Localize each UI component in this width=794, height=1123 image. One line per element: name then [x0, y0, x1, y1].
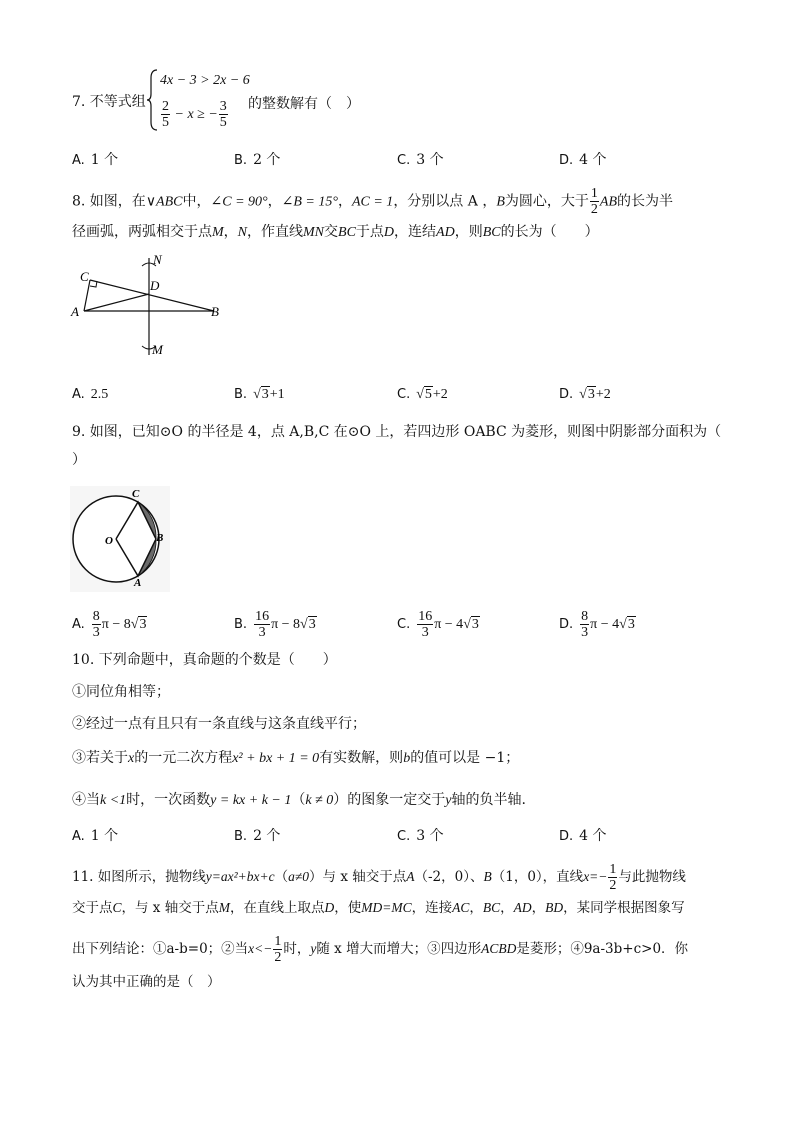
q9-option-c[interactable]: C. $\frac{16}{3}$ π − 4√3 — [397, 608, 479, 640]
q7-frac-a: $\frac{2}{5}$ — [162, 98, 169, 130]
q7-option-d[interactable]: D. 4 个 — [559, 152, 607, 168]
q8-option-b[interactable]: B. √3+1 — [234, 387, 285, 402]
q8-figure — [68, 250, 238, 365]
q8-line2: 径画弧，两弧相交于点M，N，作直线MN交BC于点D，连结AD，则BC的长为（ ） — [72, 224, 599, 240]
q8-option-c[interactable]: C. √5+2 — [397, 387, 448, 402]
q8-label-n: N — [153, 252, 162, 267]
q10-option-c[interactable]: C. 3 个 — [397, 828, 444, 844]
q10-option-a[interactable]: A. 1 个 — [72, 828, 119, 844]
q8-label-c: C — [80, 269, 89, 284]
q9-option-b[interactable]: B. $\frac{16}{3}$ π − 8√3 — [234, 608, 316, 640]
q9-option-d[interactable]: D. $\frac{8}{3}$ π − 4√3 — [559, 608, 635, 640]
q7-prefix: 7. 不等式组 — [72, 94, 146, 110]
q8-half: $\frac{1}{2}$ — [590, 186, 598, 217]
q10-statement-2: ②经过一点有且只有一条直线与这条直线平行； — [72, 716, 366, 732]
q8-option-a[interactable]: A. 2.5 — [72, 387, 109, 402]
q8-options — [72, 384, 732, 406]
q7-option-b[interactable]: B. 2 个 — [234, 152, 281, 168]
q9-figure — [70, 486, 170, 592]
q9-options — [72, 608, 732, 642]
q10-stem: 10. 下列命题中，真命题的个数是（ ） — [72, 652, 337, 668]
q11-line3: 出下列结论：①a-b=0；②当x<− $\frac{1}{2}$ 时，y随 x 增大而增大；③四边形ACBD是菱形；④9a-3b+c>0．你 — [72, 934, 689, 965]
q10-options — [72, 826, 732, 848]
q10-option-d[interactable]: D. 4 个 — [559, 828, 607, 844]
q7-suffix: 的整数解有（ ） — [248, 96, 360, 112]
q9-label-c: C — [132, 488, 140, 500]
q10-option-b[interactable]: B. 2 个 — [234, 828, 281, 844]
q7-options — [72, 150, 732, 172]
q7-ineq1: 4x − 3 > 2x − 6 — [160, 73, 250, 88]
q8-label-b: B — [211, 304, 219, 319]
q9-label-o: O — [105, 535, 113, 547]
q10-statement-3: ③若关于x的一元二次方程x² + bx + 1 = 0有实数解，则b的值可以是 −1； — [72, 750, 520, 766]
q7-brace — [146, 68, 160, 132]
q11-line4: 认为其中正确的是（ ） — [72, 974, 221, 990]
q8-label-d: D — [150, 278, 160, 293]
q8-label-m: M — [152, 342, 163, 357]
q7-ineq2: $\frac{2}{5}$ − x ≥ − $\frac{3}{5}$ — [162, 98, 227, 130]
q7-frac-b: $\frac{3}{5}$ — [219, 98, 227, 130]
q9-line2: ） — [72, 452, 86, 468]
q11-line1: 11. 如图所示，抛物线y=ax²+bx+c（a≠0）与 x 轴交于点A（-2，0）、B（1，0），直线x=− $\frac{1}{2}$ 与此抛物线 — [72, 862, 686, 893]
q9-option-a[interactable]: A. $\frac{8}{3}$ π − 8√3 — [72, 608, 147, 640]
q10-statement-1: ①同位角相等； — [72, 684, 170, 700]
q7-option-c[interactable]: C. 3 个 — [397, 152, 444, 168]
q9-line1: 9. 如图，已知⊙O 的半径是 4，点 A,B,C 在⊙O 上，若四边形 OABC 为菱形，则图中阴影部分面积为（ — [72, 424, 722, 440]
q8-line1: 8. 如图，在∨ABC中，∠C = 90°，∠B = 15°，AC = 1，分别以点 A ，B为圆心，大于 $\frac{1}{2}$ AB的长为半 — [72, 186, 673, 217]
q11-line2: 交于点C，与 x 轴交于点M，在直线上取点D，使MD=MC，连接AC，BC，AD，BD，某同学根据图象写 — [72, 900, 685, 916]
q8-label-a: A — [71, 304, 79, 319]
q8-option-d[interactable]: D. √3+2 — [559, 387, 611, 402]
q10-statement-4: ④当k <1时，一次函数y = kx + k − 1（k ≠ 0）的图象一定交于y轴的负半轴. — [72, 792, 526, 808]
q7-option-a[interactable]: A. 1 个 — [72, 152, 119, 168]
q9-label-b: B — [156, 532, 164, 544]
q9-label-a: A — [134, 577, 142, 589]
